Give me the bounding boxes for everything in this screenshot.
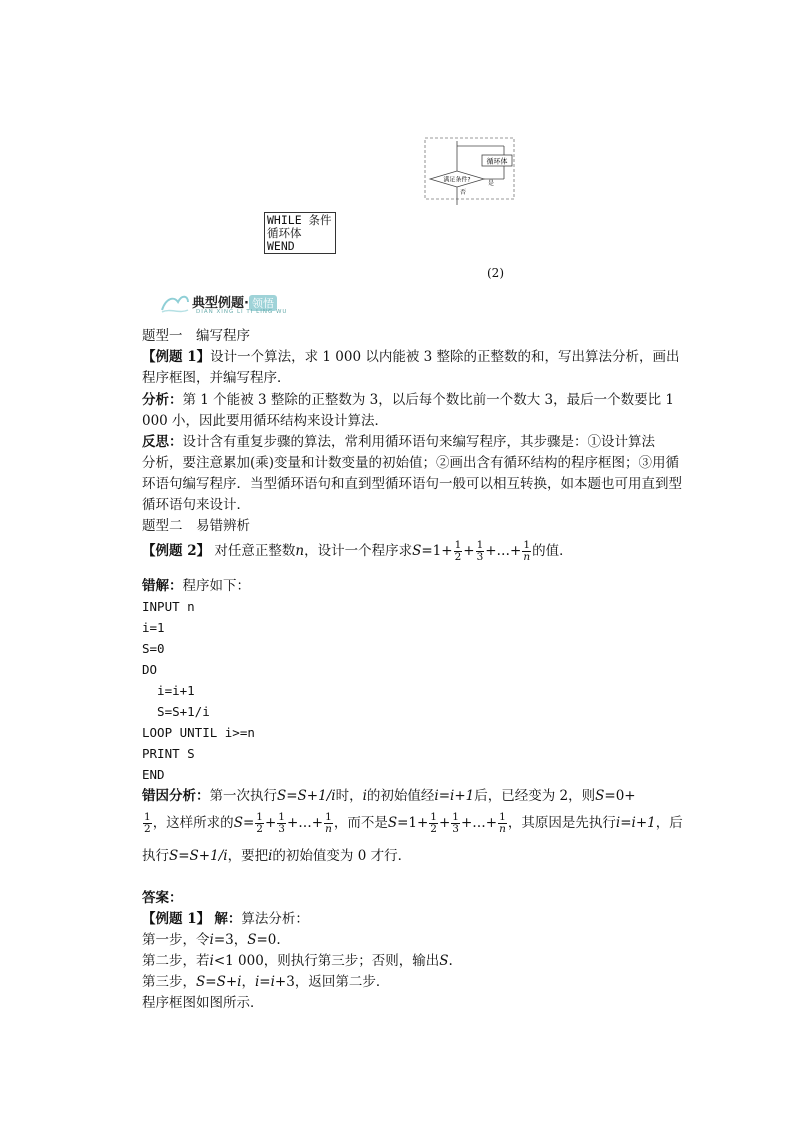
fraction-half (429, 812, 438, 835)
banner-dot: · (244, 296, 249, 311)
err-text: ，其原因是先执行 (507, 815, 616, 831)
frac-den: 3 (278, 823, 285, 835)
step-text: . (448, 953, 453, 969)
err-var: i (268, 848, 273, 864)
answers-heading: 答案： (142, 890, 183, 906)
step-text: +3，返回第二步． (274, 974, 390, 990)
wrong-label: 错解： (142, 578, 183, 594)
code-line-1: INPUT n (142, 599, 195, 614)
body-line: 循环体 (267, 226, 302, 240)
err-expr: i=i+1 (434, 788, 475, 804)
step3-line (142, 972, 389, 992)
fraction-half (143, 812, 152, 835)
analysis-text-b: 000 小，因此要用循环结构来设计算法． (142, 413, 389, 429)
example2-label: 【例题 2】 (142, 543, 211, 559)
figure-label: (2) (487, 266, 504, 280)
err-text: ，而不是 (333, 815, 388, 831)
fraction-half (255, 812, 264, 835)
code-line-8: PRINT S (142, 746, 195, 761)
code-line-3: S=0 (142, 641, 165, 656)
step-text: =0. (256, 932, 281, 948)
frac-num: 1 (325, 811, 332, 823)
frac-den: 2 (144, 823, 151, 835)
frac-num: 1 (523, 539, 531, 551)
step1-line (142, 930, 281, 950)
frac-num: 1 (144, 811, 151, 823)
err-var: S (595, 788, 605, 804)
frac-den: 2 (430, 823, 437, 835)
frac-num: 1 (256, 811, 263, 823)
step-text: = (259, 974, 271, 990)
frac-den: 2 (256, 823, 263, 835)
ellipsis: +…+ (485, 543, 522, 559)
err-text: 执行 (142, 848, 169, 864)
frac-den: 2 (454, 551, 462, 563)
section1-heading: 题型一 编写程序 (142, 328, 250, 344)
while-syntax-box (264, 212, 336, 254)
ellipsis: +…+ (460, 815, 498, 831)
step-text: + (225, 974, 238, 990)
analysis-label: 分析： (142, 392, 183, 408)
err-expr: S=S+1/i (277, 788, 336, 804)
frac-den: 3 (476, 551, 484, 563)
err-text: =1+ (397, 815, 429, 831)
analysis-text-a: 第 1 个能被 3 整除的正整数为 3，以后每个数比前一个数大 3，最后一个数要比 1 (182, 392, 674, 408)
var-n: n (295, 543, 305, 559)
banner-title: 典型例题 (192, 296, 245, 311)
error-analysis-line-b (142, 810, 683, 836)
code-line-4: DO (142, 662, 158, 677)
frac-den: n (499, 823, 506, 835)
err-expr: i=i+1 (615, 815, 656, 831)
answer1-line (142, 909, 309, 929)
answer1-solve: 解： (214, 911, 242, 927)
frac-den: n (325, 823, 332, 835)
step-var: S (439, 953, 449, 969)
frac-num: 1 (476, 539, 484, 551)
banner-tag: 领悟 (249, 295, 277, 311)
flowchart-svg (424, 137, 516, 207)
answer-final-line: 程序框图如图所示． (142, 995, 264, 1011)
code-line-7: LOOP UNTIL i>=n (142, 725, 255, 740)
reflect-line-a (142, 432, 655, 452)
reflect-text-b: 分析，要注意累加(乘)变量和计数变量的初始值；②画出含有循环结构的程序框图；③用循 (142, 455, 680, 471)
error-label: 错因分析： (142, 788, 210, 804)
fraction-nth (522, 540, 531, 563)
fraction-third (451, 812, 460, 835)
reflect-label: 反思： (142, 434, 183, 450)
step-var: i (254, 974, 260, 990)
step-text: = (205, 974, 217, 990)
err-text: 后，已经变为 2，则 (474, 788, 596, 804)
frac-den: n (523, 551, 531, 563)
step-var: S (216, 974, 226, 990)
frac-den: 3 (452, 823, 459, 835)
fraction-third (476, 540, 485, 563)
example1-text-b: 程序框图，并编写程序． (142, 370, 291, 386)
fraction-third (277, 812, 286, 835)
wrong-solution-line (142, 576, 250, 596)
banner-wave-icon (160, 290, 190, 316)
err-text: ，这样所求的 (152, 815, 234, 831)
step-var: i (270, 974, 275, 990)
err-text: 时， (335, 788, 363, 804)
ellipsis: +…+ (286, 815, 324, 831)
example1-label: 【例题 1】 (142, 349, 211, 365)
fraction-nth (324, 812, 333, 835)
err-var: S (233, 815, 243, 831)
step-var: i (209, 932, 214, 948)
flowchart-figure (424, 137, 516, 207)
reflect-text-c: 环语句编写程序．当型循环语句和直到型循环语句一般可以相互转换，如本题也可用直到型 (142, 476, 682, 492)
step-text: 第一步，令 (142, 932, 210, 948)
plus: + (463, 543, 475, 559)
condition-label: 满足条件? (443, 176, 471, 184)
err-var: S (387, 815, 398, 831)
banner-subtitle: DIAN XING LI TI LING WU (196, 309, 288, 315)
code-line-2: i=1 (142, 620, 165, 635)
err-text: 的初始值变为 0 才行． (272, 848, 412, 864)
reflect-text-a: 设计含有重复步骤的算法，常利用循环语句来编写程序，其步骤是：①设计算法 (182, 434, 655, 450)
example2-line (142, 538, 573, 564)
step-text: 第三步， (142, 974, 196, 990)
no-label: 否 (460, 189, 467, 196)
example2-text-b: ，设计一个程序求 (304, 543, 413, 559)
err-text: =0+ (604, 788, 636, 804)
wrong-text: 程序如下： (182, 578, 250, 594)
analysis-line-a (142, 390, 674, 410)
expr-s: S (412, 543, 422, 559)
example1-text-a: 设计一个算法，求 1 000 以内能被 3 整除的正整数的和，写出算法分析，画出 (210, 349, 680, 365)
section-banner (160, 290, 310, 318)
eq-start: =1+ (421, 543, 453, 559)
code-line-9: END (142, 767, 165, 782)
while-line: WHILE 条件 (267, 213, 332, 227)
frac-num: 1 (452, 811, 459, 823)
frac-num: 1 (278, 811, 285, 823)
answer1-label: 【例题 1】 (142, 911, 211, 927)
error-analysis-line-a (142, 786, 636, 806)
example1-paragraph (142, 347, 682, 368)
code-line-6: S=S+1/i (142, 704, 210, 719)
example2-text-a: 对任意正整数 (214, 543, 296, 559)
yes-label: 是 (488, 180, 495, 187)
err-text: ，后 (655, 815, 683, 831)
step-text: <1 000，则执行第三步；否则，输出 (213, 953, 440, 969)
err-text: ，要把 (227, 848, 269, 864)
step-var: S (196, 974, 206, 990)
step-text: 第二步，若 (142, 953, 210, 969)
reflect-text-d: 循环语句来设计． (142, 497, 250, 513)
err-expr: S=S+1/i (169, 848, 228, 864)
error-analysis-line-c (142, 846, 411, 866)
err-text: 第一次执行 (209, 788, 277, 804)
err-text: 的初始值经 (366, 788, 435, 804)
err-text: = (242, 815, 255, 831)
plus: + (438, 815, 451, 831)
frac-num: 1 (430, 811, 437, 823)
plus: + (264, 815, 277, 831)
answer1-text: 算法分析： (241, 911, 309, 927)
err-var: i (362, 788, 367, 804)
step-text: ， (241, 974, 255, 990)
wend-line: WEND (267, 239, 295, 253)
loop-body-label: 循环体 (486, 157, 508, 166)
step-text: =3， (213, 932, 248, 948)
step-var: i (237, 974, 242, 990)
example2-text-c: 的值． (532, 543, 573, 559)
frac-num: 1 (499, 811, 506, 823)
step-var: i (209, 953, 214, 969)
step-var: S (247, 932, 257, 948)
step2-line (142, 951, 453, 971)
code-line-5: i=i+1 (142, 683, 195, 698)
section2-heading: 题型二 易错辨析 (142, 518, 250, 534)
fraction-nth (498, 812, 507, 835)
fraction-half (454, 540, 463, 563)
frac-num: 1 (454, 539, 462, 551)
